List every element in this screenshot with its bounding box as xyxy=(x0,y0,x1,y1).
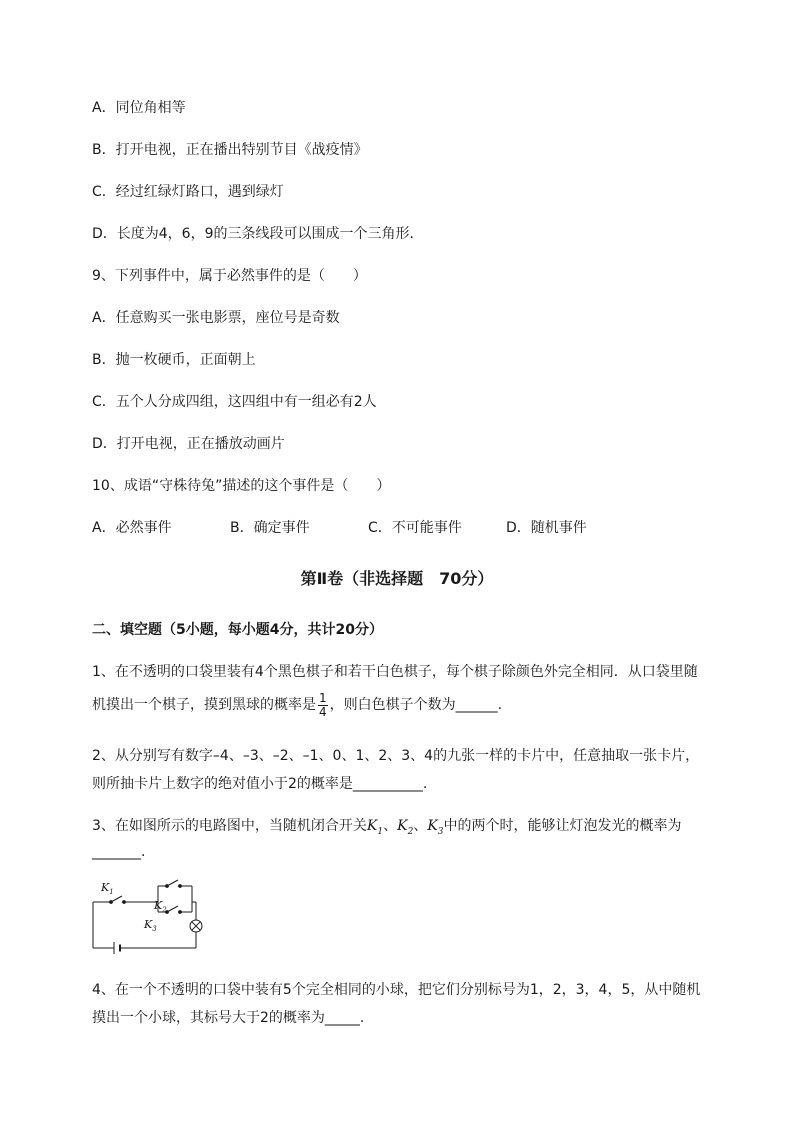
fill3-line2: _______. xyxy=(92,844,146,860)
switch-k1: $K_1$ xyxy=(366,818,384,837)
fraction-numerator: 1 xyxy=(319,690,327,705)
q9-option-b: B．抛一枚硬币，正面朝上 xyxy=(92,352,256,368)
q9-option-c: C．五个人分成四组，这四组中有一组必有2人 xyxy=(92,394,377,410)
fraction-denominator: 4 xyxy=(319,704,327,719)
label-k1: $K_1$ xyxy=(101,881,114,896)
fill4-line2: 摸出一个小球，其标号大于2的概率为_____. xyxy=(92,1010,365,1026)
probability-fraction xyxy=(318,692,328,719)
q10-option-b: B．确定事件 xyxy=(230,520,310,536)
q10-stem: 10、成语“守株待兔”描述的这个事件是（ ） xyxy=(92,478,391,494)
q8-option-d: D．长度为4，6，9的三条线段可以围成一个三角形． xyxy=(92,226,424,242)
switch-k3: $K_3$ xyxy=(427,818,444,837)
fill2-line1: 2、从分别写有数字–4、–3、–2、–1、0、1、2、3、4的九张一样的卡片中，任意抽取一张卡片， xyxy=(92,748,700,764)
circuit-diagram xyxy=(88,876,218,958)
q9-option-a: A．任意购买一张电影票，座位号是奇数 xyxy=(92,310,340,326)
q8-option-c: C．经过红绿灯路口，遇到绿灯 xyxy=(92,184,284,200)
fill3-text-after: 中的两个时，能够让灯泡发光的概率为 xyxy=(443,818,682,834)
fill4-line1: 4、在一个不透明的口袋中装有5个完全相同的小球，把它们分别标号为1，2，3，4，5，从中随机 xyxy=(92,982,701,998)
label-k3: $K_3$ xyxy=(144,918,157,933)
fill1-line2 xyxy=(92,690,502,720)
fill2-line2: 则所抽卡片上数字的绝对值小于2的概率是__________. xyxy=(92,776,428,792)
separator: 、 xyxy=(383,818,398,834)
q9-stem: 9、下列事件中，属于必然事件的是（ ） xyxy=(92,268,367,284)
fill1-line1: 1、在不透明的口袋里装有4个黑色棋子和若干白色棋子，每个棋子除颜色外完全相同．从口袋里随 xyxy=(92,664,698,680)
q10-option-c: C．不可能事件 xyxy=(368,520,462,536)
fill1-text-before: 机摸出一个棋子，摸到黑球的概率是 xyxy=(92,697,316,713)
fill1-text-after: ，则白色棋子个数为______. xyxy=(329,697,503,713)
q8-option-a: A．同位角相等 xyxy=(92,100,186,116)
part2-title: 第Ⅱ卷（非选择题 70分） xyxy=(300,569,494,588)
q10-option-d: D．随机事件 xyxy=(506,520,587,536)
q10-option-a: A．必然事件 xyxy=(92,520,172,536)
separator: 、 xyxy=(413,818,428,834)
switch-k2: $K_2$ xyxy=(397,818,414,837)
fill3-line1 xyxy=(92,816,682,842)
section2-heading: 二、填空题（5小题，每小题4分，共计20分） xyxy=(92,622,383,638)
q8-option-b: B．打开电视，正在播出特别节目《战疫情》 xyxy=(92,142,368,158)
fill3-text-before: 3、在如图所示的电路图中，当随机闭合开关 xyxy=(92,818,367,834)
q10-options xyxy=(92,518,587,538)
q9-option-d: D．打开电视，正在播放动画片 xyxy=(92,436,285,452)
label-k2: $K_2$ xyxy=(154,899,167,914)
